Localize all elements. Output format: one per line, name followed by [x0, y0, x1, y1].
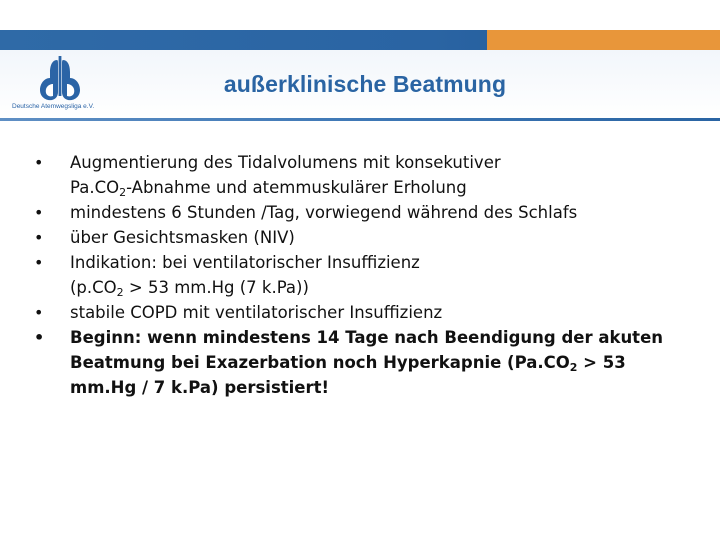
list-item	[34, 300, 694, 325]
bullet-dot-icon: •	[34, 253, 44, 272]
list-item	[34, 250, 694, 300]
header-orange-bar	[487, 30, 720, 50]
bullet-dot-icon: •	[34, 153, 44, 172]
bullet-dot-icon: •	[34, 303, 44, 322]
header-divider	[0, 118, 720, 121]
bullet-list	[34, 150, 694, 400]
bullet-dot-icon: •	[34, 328, 45, 347]
bullet-text: Beginn: wenn mindestens 14 Tage nach Beendigung der akuten Beatmung bei Exazerbation noch Hyperkapnie ($Pa.CO_2 > 53$ mm.Hg / 7 k.Pa) persistiert!	[70, 328, 664, 397]
list-item	[34, 225, 694, 250]
slide-title: außerklinische Beatmung	[223, 71, 507, 97]
list-item	[34, 200, 694, 225]
bullet-text: mindestens 6 Stunden /Tag, vorwiegend während des Schlafs	[70, 203, 578, 222]
bullet-dot-icon: •	[34, 228, 44, 247]
list-item	[34, 325, 694, 400]
logo-caption: Deutsche Atemwegsliga e.V.	[12, 103, 95, 110]
atemwegsliga-logo-icon	[30, 54, 90, 104]
bullet-text: über Gesichtsmasken (NIV)	[70, 228, 295, 247]
bullet-dot-icon: •	[34, 203, 44, 222]
bullet-text: stabile COPD mit ventilatorischer Insuffizienz	[70, 303, 443, 322]
bullet-text: Augmentierung des Tidalvolumens mit konsekutiver $Pa.CO_2$-Abnahme und atemmuskulärer Erholung	[70, 153, 501, 199]
slide-header	[0, 0, 720, 122]
list-item	[34, 150, 694, 200]
bullet-text: Indikation: bei ventilatorischer Insuffizienz ($p.CO_2 > 53$ mm.Hg (7 k.Pa))	[70, 253, 420, 299]
